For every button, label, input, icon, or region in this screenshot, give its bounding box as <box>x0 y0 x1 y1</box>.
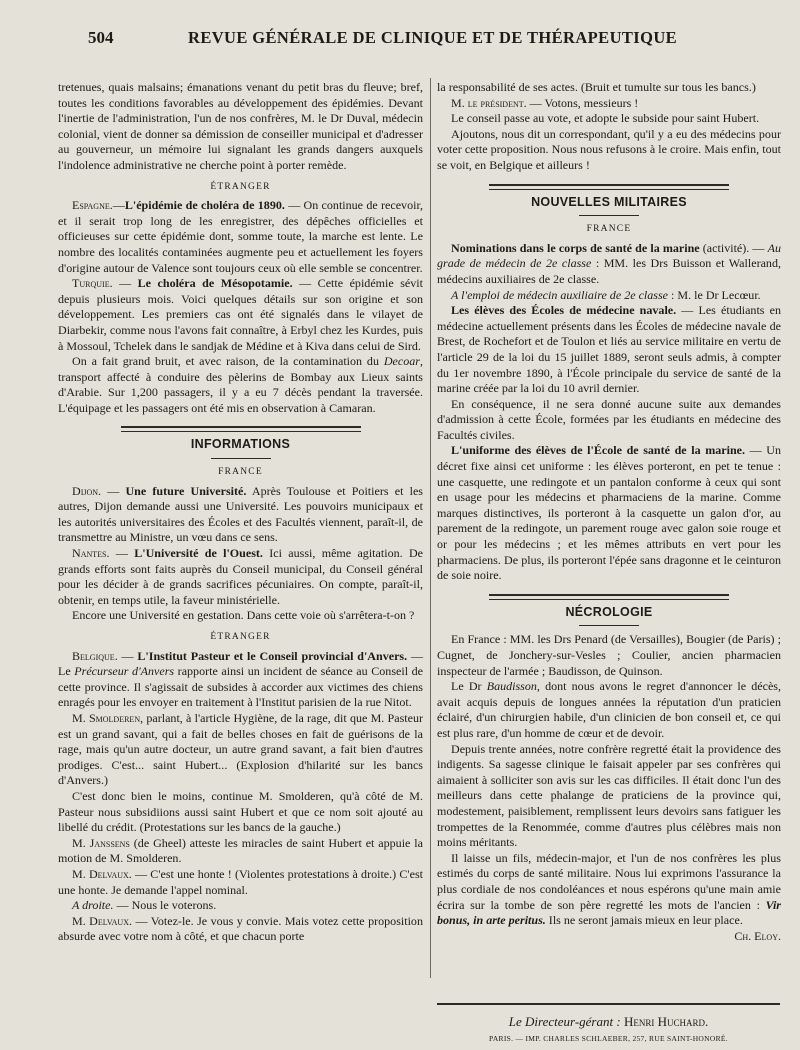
section-informations <box>58 426 423 459</box>
nantes-paragraph: Nantes. — L'Université de l'Ouest. Ici aussi, même agitation. De grands efforts sont faits auprès du Conseil municipal, du Conseil général pour les décider à de grands sacrifices pécuniaires. On compte, paraît-il, obtenir, en temps utile, la faveur ministérielle. <box>58 546 423 607</box>
speaker-adroite: A droite. <box>72 898 114 913</box>
signature: Ch. Eloy. <box>734 928 781 943</box>
section-rule <box>489 184 729 190</box>
section-nouvelles-militaires <box>437 184 781 217</box>
dijon-lead: Dijon. <box>72 483 102 498</box>
belgique-heading: L'Institut Pasteur et le Conseil provincial d'Anvers. <box>137 648 408 663</box>
section-title-necrologie: NÉCROLOGIE <box>565 604 653 619</box>
emploi-paragraph: A l'emploi de médecin auxiliaire de 2e classe : M. le Dr Lecœur. <box>451 287 761 302</box>
right-column <box>437 80 781 944</box>
section-title-militaires: NOUVELLES MILITAIRES <box>531 194 687 209</box>
decoar-paragraph: On a fait grand bruit, et avec raison, de la contamination du Decoar, transport affecté à conduire des pèlerins de Bombay aux Lieux saints d'Arabie. Sur 1,200 passagers, il y a eu 7 décès pendant la traversée. L'équipage et les passagers ont été mis en observation à Camaran. <box>58 354 423 415</box>
section-underline <box>211 458 271 459</box>
belgique-lead: Belgique. <box>72 648 118 663</box>
espagne-heading: L'épidémie de choléra de 1890. <box>124 198 285 213</box>
section-rule <box>489 594 729 600</box>
column-divider <box>430 78 431 978</box>
director-line <box>437 1014 780 1030</box>
speaker-delvaux: M. Delvaux. <box>72 866 132 881</box>
nominations-paragraph: Nominations dans le corps de santé de la marine (activité). — Au grade de médecin de 2e classe : MM. les Drs Buisson et Wallerand, médecins auxiliaires de 2e classe. <box>437 240 781 286</box>
nantes-lead: Nantes. <box>72 546 110 561</box>
footer-rule <box>437 1003 780 1005</box>
delvaux-paragraph-1: M. Delvaux. — C'est une honte ! (Violentes protestations à droite.) C'est une honte. Je demande l'appel nominal. <box>58 866 423 897</box>
speaker-delvaux-2: M. Delvaux. <box>72 913 132 928</box>
turquie-text: — Cette épidémie sévit depuis plusieurs mois. Voici quelques détails sur son origine et son développement. Les premiers cas ont été signalés dans le vilayet de Diarbekir, comme nous l'avons fait connaître, à Erbyl chez les Kurdes, puis à Mossoul, Tchelek dans le sandjak de Médine et à Kiva dans celui de Sird. <box>58 276 423 353</box>
belgique-paragraph: Belgique. — L'Institut Pasteur et le Conseil provincial d'Anvers. — Le Précurseur d'Anvers rapporte ainsi un incident de séance au Conseil de cette province. Il s'agissait de subsides à accorder aux victimes des chiens enragés pour les envoyer en traitement à l'Institut parisien de la rue Nitot. <box>58 648 424 710</box>
section-necrologie <box>437 594 781 627</box>
baudisson-paragraph: Le Dr Baudisson, dont nous avons le regret d'annoncer le décès, avait acquis depuis de longues années la réputation d'un praticien éclairé, d'un chirurgien habile, d'un clinicien de bon conseil et, ce qui est plus rare, d'un homme de cœur et de devoir. <box>437 679 781 740</box>
dijon-text: Après Toulouse et Poitiers et les autres, Dijon demande aussi une Université. Les pouvoirs municipaux et les autorités universitaires des Écoles et des Facultés viennent, paraît-il, de transmettre au Ministre, un vœu dans ce sens. <box>58 483 423 545</box>
consequence-paragraph: En conséquence, il ne sera donné aucune suite aux demandes d'admission à cette École, formées par les étudiants en médecine des Facultés civiles. <box>437 396 781 442</box>
uniforme-paragraph: L'uniforme des élèves de l'École de santé de la marine. — Un décret fixe ainsi cet uniforme : les élèves porteront, en pet te tenue : une casquette, une redingote et un pantalon conforme à ceux qui sont en usage pour les médecins et pharmaciens de la marine. Comme marques distinctives, ils porteront à la casquette un galon d'or, au parement de la redingote, un parement rouge avec galon soie rouge et or pour les médecins ; et les mêmes attributs en vert pour les pharmaciens. De plus, ils porteront l'épée sans dragonne et le ceinturon de soie noire. <box>437 443 781 583</box>
nantes-heading: L'Université de l'Ouest. <box>134 546 263 561</box>
cest-donc-paragraph: C'est donc bien le moins, continue M. Smolderen, qu'à côté de M. Pasteur nous subsidiions aussi saint Hubert et que ce nom soit ajouté au libellé du crédit. (Protestations sur les bancs de la gauche.) <box>58 788 423 835</box>
turquie-lead: Turquie. <box>72 276 113 291</box>
president-paragraph: M. le président. — Votons, messieurs ! <box>451 95 639 110</box>
left-column <box>58 80 423 945</box>
subheading-france-2: FRANCE <box>586 224 632 235</box>
laisse-paragraph: Il laisse un fils, médecin-major, et l'un de nos confrères les plus estimés du corps de santé militaire. Nous lui exprimons l'assurance la plus cordiale de nos condoléances et nous espérons qu'une main amie écrira sur la tombe de son père regretté les mots de l'ancien : Vir bonus, in arte peritus. Ils ne seront jamais mieux en leur place. <box>437 850 781 928</box>
subheading-france: FRANCE <box>218 467 263 478</box>
uniforme-heading: L'uniforme des élèves de l'École de santé de la marine. <box>451 443 746 458</box>
turquie-paragraph: Turquie. — Le choléra de Mésopotamie. — Cette épidémie sévit depuis plusieurs mois. Voici quelques détails sur son origine et son développement. Les premiers cas ont été signalés dans le vilayet de Diarbekir, comme nous l'avons fait connaître, à Erbyl chez les Kurdes, puis à Mossoul, Tchelek dans le sandjak de Médine et à Kiva dans celui de Sird. <box>58 276 423 353</box>
eleves-heading: Les élèves des Écoles de médecine navale. <box>451 303 677 318</box>
section-underline <box>579 625 639 626</box>
baudisson-name: Baudisson <box>486 679 537 694</box>
section-underline <box>579 215 639 216</box>
page-number: 504 <box>88 28 114 47</box>
conseil-paragraph: Le conseil passe au vote, et adopte le subside pour saint Hubert. <box>451 111 760 126</box>
espagne-text: — On continue de recevoir, et il serait trop long de les enregistrer, des dépêches officielles et officieuses sur cette épidémie dont, somme toute, la marche est lente. Le nombre des localités contaminées augmente peu et actuellement les foyers d'origine autour de Valence sont toujours ceux où elle semble se concentrer. <box>58 198 423 275</box>
janssens-paragraph: M. Janssens (de Gheel) atteste les miracles de saint Hubert et appuie la motion de M. Smolderen. <box>58 835 423 866</box>
dijon-paragraph: Dijon. — Une future Université. Après Toulouse et Poitiers et les autres, Dijon demande aussi une Université. Les pouvoirs municipaux et les autorités universitaires des Écoles et des Facultés viennent, paraît-il, de transmettre au Ministre, un vœu dans ce sens. <box>58 483 423 545</box>
latin-quote: Vir bonus, in arte peritus. <box>437 897 781 928</box>
dijon-heading: Une future Université. <box>125 483 247 498</box>
section-rule <box>121 426 361 432</box>
espagne-lead: Espagne. <box>72 198 113 213</box>
nantes-text: Ici aussi, même agitation. De grands efforts sont faits auprès du Conseil municipal, du Conseil général pour les décider à de grands sacrifices pécuniaires. On compte, paraît-il, obtenir, en temps utile, la faveur ministérielle. <box>58 546 423 607</box>
encore-paragraph: Encore une Université en gestation. Dans cette voie où s'arrêtera-t-on ? <box>72 608 415 623</box>
ajoutons-paragraph: Ajoutons, nous dit un correspondant, qu'il y a eu des médecins pour voter cette proposition. Nous nous refusons à le croire. Mais enfin, tout se voit, en Belgique et ailleurs ! <box>437 126 781 172</box>
eleves-paragraph: Les élèves des Écoles de médecine navale. — Les étudiants en médecine actuellement présents dans les Écoles de médecine navale de Brest, de Rochefort et de Toulon et liés au service militaire en vertu de l'article 29 de la loi du 15 juillet 1889, seront seuls admis, à compter du 1er novembre 1890, à l'École principale du service de santé de la marine créée par la loi du 10 avril dernier. <box>437 303 781 396</box>
ship-name: Decoar <box>383 354 420 369</box>
espagne-paragraph: Espagne.—L'épidémie de choléra de 1890. — On continue de recevoir, et il serait trop long de les enregistrer, des dépêches officielles et officieuses sur cette épidémie dont, somme toute, la marche est lente. Le nombre des localités contaminées augmente peu et actuellement les foyers d'origine autour de Valence sont toujours ceux où elle semble se concentrer. <box>58 198 423 275</box>
subheading-etranger: ÉTRANGER <box>210 181 271 192</box>
depuis-paragraph: Depuis trente années, notre confrère regretté était la providence des indigents. Sa sagesse clinique le faisait appeler par ses confrères qui aimaient à solliciter son avis sur les cas difficiles. Il était donc l'un des meilleurs dans cette phalange de praticiens de la province qui, modestement, paisiblement, remplissent leurs devoirs sans fatiguer les trompettes de la Renommée, comme d'autres plus célèbres mais non moins méritants. <box>437 741 781 850</box>
director-label: Le Directeur-gérant : <box>508 1014 624 1029</box>
adroite-paragraph: A droite. — Nous le voterons. <box>72 898 217 913</box>
running-title: REVUE GÉNÉRALE DE CLINIQUE ET DE THÉRAPEUTIQUE <box>188 28 678 47</box>
imprint-line: PARIS. — IMP. CHARLES SCHLAEBER, 257, RUE SAINT-HONORÉ. <box>489 1034 728 1043</box>
speaker-smolderen: M. Smolderen <box>72 710 141 725</box>
page-header <box>0 24 800 54</box>
subheading-etranger-2: ÉTRANGER <box>210 632 271 642</box>
director-name: Henri Huchard. <box>623 1014 709 1029</box>
turquie-heading: Le choléra de Mésopotamie. <box>137 276 293 291</box>
speaker-janssens: M. Janssens <box>72 835 130 850</box>
speaker-president: M. le président. <box>451 95 527 110</box>
smolderen-paragraph: M. Smolderen, parlant, à l'article Hygiène, de la rage, dit que M. Pasteur est un grand savant, qui a fait de belles choses en fait de guérisons de la rage, mais qu'un autre docteur, un autre grand savant, a fait bien d'autres prodiges. C'est... saint Hubert... (Explosion d'hilarité sur les bancs d'Anvers.) <box>58 710 423 788</box>
responsabilite-paragraph: la responsabilité de ses actes. (Bruit et tumulte sur tous les bancs.) <box>437 80 756 94</box>
delvaux-paragraph-2: M. Delvaux. — Votez-le. Je vous y convie. Mais votez cette proposition absurde avec votre nom à côté, et que chacun porte <box>58 913 423 944</box>
intro-paragraph: tretenues, quais malsains; émanations venant du petit bras du fleuve; bref, toutes les conditions favorables au développement des épidémies. Devant l'inertie de l'administration, l'un de nos confrères, M. le Dr Duval, médecin colonial, vient de donner sa démission de conseiller municipal et d'adresser au gouverneur, un mémoire lui signalant les grands dangers auxquels l'indolence administrative ne cherche point à porter remède. <box>58 80 423 172</box>
nominations-heading: Nominations dans le corps de santé de la marine <box>451 240 700 255</box>
en-france-paragraph: En France : MM. les Drs Penard (de Versailles), Bougier (de Paris) ; Cugnet, de Jonchery-sur-Vesles ; Coulier, ancien pharmacien inspecteur de l'armée ; Baudisson, de Quinson. <box>437 632 781 678</box>
section-title-informations: INFORMATIONS <box>190 437 291 452</box>
newspaper-name: Précurseur d'Anvers <box>74 664 175 679</box>
